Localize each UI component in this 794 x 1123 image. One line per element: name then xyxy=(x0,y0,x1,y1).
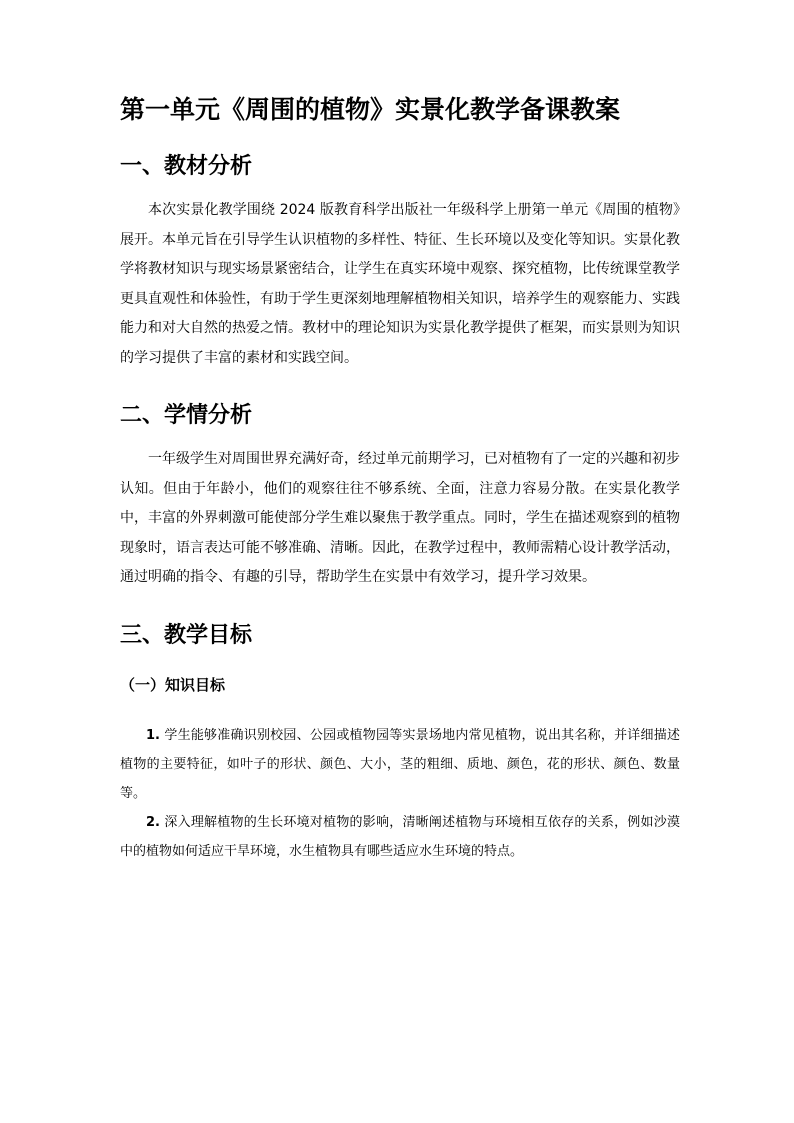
textbook-analysis-paragraph: 本次实景化教学围绕 2024 版教育科学出版社一年级科学上册第一单元《周围的植物》展开。本单元旨在引导学生认识植物的多样性、特征、生长环境以及变化等知识。实景化教学将教材知识与现实场景紧密结合，让学生在真实环境中观察、探究植物，比传统课堂教学更具直观性和体验性，有助于学生更深刻地理解植物相关知识，培养学生的观察能力、实践能力和对大自然的热爱之情。教材中的理论知识为实景化教学提供了框架，而实景则为知识的学习提供了丰富的素材和实践空间。 xyxy=(120,202,680,366)
list-item xyxy=(120,721,680,808)
list-item xyxy=(120,808,680,866)
subheading-knowledge-goals: （一）知识目标 xyxy=(120,675,226,694)
section-heading-student-analysis: 二、学情分析 xyxy=(120,402,253,428)
student-analysis-paragraph: 一年级学生对周围世界充满好奇，经过单元前期学习，已对植物有了一定的兴趣和初步认知。但由于年龄小，他们的观察往往不够系统、全面，注意力容易分散。在实景化教学中，丰富的外界刺激可能使部分学生难以聚焦于教学重点。同时，学生在描述观察到的植物现象时，语言表达可能不够准确、清晰。因此，在教学过程中，教师需精心设计教学活动，通过明确的指令、有趣的引导，帮助学生在实景中有效学习，提升学习效果。 xyxy=(120,451,680,585)
section-heading-teaching-goals: 三、教学目标 xyxy=(120,621,253,648)
list-item-text: 学生能够准确识别校园、公园或植物园等实景场地内常见植物，说出其名称，并详细描述植物的主要特征，如叶子的形状、颜色、大小，茎的粗细、质地、颜色，花的形状、颜色、数量等。 xyxy=(120,727,680,801)
document-page xyxy=(120,92,680,866)
list-item-number: 2. xyxy=(146,814,160,830)
section-heading-textbook-analysis: 一、教材分析 xyxy=(120,153,253,179)
list-item-number: 1. xyxy=(146,727,160,743)
list-item-text: 深入理解植物的生长环境对植物的影响，清晰阐述植物与环境相互依存的关系，例如沙漠中的植物如何适应干旱环境，水生植物具有哪些适应水生环境的特点。 xyxy=(120,814,680,859)
document-title: 第一单元《周围的植物》实景化教学备课教案 xyxy=(120,95,621,124)
